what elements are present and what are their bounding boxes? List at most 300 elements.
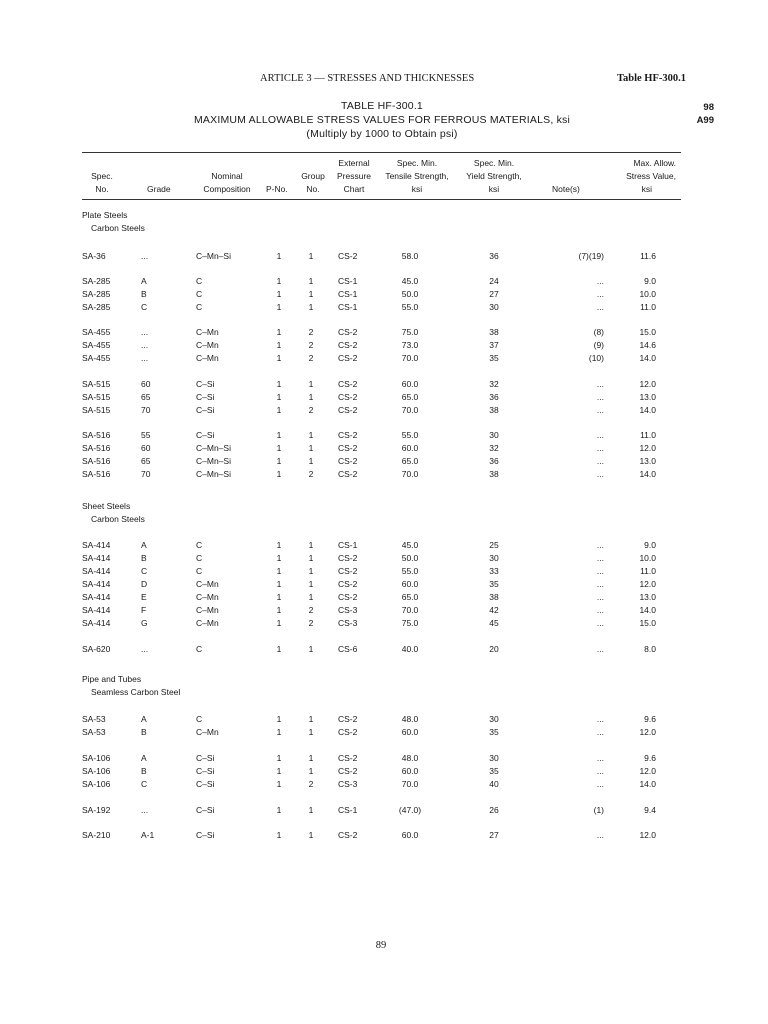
cell-yield-strength: 36 (489, 392, 499, 402)
cell-yield-strength: 27 (489, 830, 499, 840)
cell-p-no: 1 (276, 830, 282, 840)
table-row (0, 250, 768, 262)
cell-grade: D (141, 579, 148, 589)
col-header-external-pressure: External Pressure Chart (336, 158, 371, 194)
cell-spec-no: SA-516 (82, 456, 111, 466)
table-row (0, 591, 768, 603)
cell-yield-strength: 38 (489, 327, 499, 337)
cell-yield-strength: 45 (489, 618, 499, 628)
cell-grade: ... (141, 805, 149, 815)
cell-p-no: 1 (276, 605, 282, 615)
cell-group-no: 1 (308, 766, 314, 776)
cell-max-allow-stress: 11.6 (640, 251, 656, 261)
cell-group-no: 1 (308, 566, 314, 576)
cell-tensile-strength: 40.0 (401, 644, 419, 654)
cell-group-no: 1 (308, 302, 314, 312)
cell-tensile-strength: 70.0 (401, 353, 419, 363)
cell-yield-strength: 30 (489, 753, 499, 763)
table-title: TABLE HF-300.1 (341, 100, 423, 112)
cell-external-pressure-chart: CS-2 (338, 766, 358, 776)
cell-composition: C–Mn–Si (196, 251, 231, 261)
cell-max-allow-stress: 10.0 (639, 553, 656, 563)
cell-notes: ... (596, 289, 604, 299)
cell-composition: C–Si (196, 379, 215, 389)
cell-yield-strength: 42 (489, 605, 499, 615)
cell-group-no: 1 (308, 392, 314, 402)
cell-composition: C (196, 276, 203, 286)
cell-grade: ... (141, 340, 149, 350)
table-row (0, 275, 768, 287)
cell-yield-strength: 26 (489, 805, 499, 815)
cell-max-allow-stress: 14.0 (639, 469, 656, 479)
section-pipe-and-tubes: Pipe and Tubes Seamless Carbon Steel (82, 674, 181, 697)
running-header-article: ARTICLE 3 — STRESSES AND THICKNESSES (260, 73, 475, 84)
table-row (0, 765, 768, 777)
cell-max-allow-stress: 12.0 (639, 727, 656, 737)
col-header-composition: Nominal Composition (203, 171, 251, 194)
table-row (0, 442, 768, 454)
cell-composition: C (196, 566, 203, 576)
cell-notes: ... (596, 592, 604, 602)
cell-p-no: 1 (276, 340, 282, 350)
cell-spec-no: SA-516 (82, 443, 111, 453)
cell-external-pressure-chart: CS-2 (338, 340, 358, 350)
cell-notes: (8) (593, 327, 604, 337)
cell-group-no: 1 (308, 579, 314, 589)
cell-group-no: 1 (308, 379, 314, 389)
cell-grade: 60 (141, 443, 151, 453)
cell-external-pressure-chart: CS-2 (338, 392, 358, 402)
cell-group-no: 1 (308, 805, 314, 815)
cell-group-no: 1 (308, 553, 314, 563)
col-header-group: Group No. (301, 171, 325, 194)
cell-tensile-strength: 60.0 (401, 443, 419, 453)
cell-composition: C (196, 714, 203, 724)
cell-spec-no: SA-515 (82, 379, 111, 389)
running-header-table-ref: Table HF-300.1 (616, 73, 686, 84)
cell-external-pressure-chart: CS-2 (338, 327, 358, 337)
cell-tensile-strength: 48.0 (401, 714, 419, 724)
cell-p-no: 1 (276, 469, 282, 479)
cell-yield-strength: 27 (489, 289, 499, 299)
cell-max-allow-stress: 13.0 (639, 456, 656, 466)
cell-tensile-strength: 58.0 (401, 251, 419, 261)
cell-tensile-strength: 75.0 (401, 618, 419, 628)
cell-tensile-strength: 75.0 (401, 327, 419, 337)
cell-tensile-strength: 70.0 (401, 405, 419, 415)
section-sheet-steels: Sheet Steels Carbon Steels (82, 501, 145, 524)
cell-group-no: 1 (308, 830, 314, 840)
cell-notes: ... (596, 540, 604, 550)
cell-notes: ... (596, 566, 604, 576)
cell-grade: A (141, 753, 147, 763)
cell-p-no: 1 (276, 405, 282, 415)
table-header-rule (82, 199, 681, 200)
col-header-grade: Grade (147, 184, 171, 194)
table-row (0, 565, 768, 577)
cell-group-no: 1 (308, 540, 314, 550)
cell-composition: C–Mn (196, 618, 219, 628)
cell-group-no: 2 (308, 605, 314, 615)
cell-external-pressure-chart: CS-1 (338, 302, 358, 312)
table-subtitle: MAXIMUM ALLOWABLE STRESS VALUES FOR FERROUS MATERIALS, ksi (193, 114, 571, 126)
cell-group-no: 1 (308, 443, 314, 453)
cell-p-no: 1 (276, 592, 282, 602)
cell-notes: (10) (588, 353, 604, 363)
cell-yield-strength: 30 (489, 430, 499, 440)
cell-grade: E (141, 592, 147, 602)
cell-yield-strength: 36 (489, 456, 499, 466)
cell-composition: C–Si (196, 779, 215, 789)
cell-p-no: 1 (276, 327, 282, 337)
cell-external-pressure-chart: CS-1 (338, 289, 358, 299)
table-row (0, 404, 768, 416)
table-row (0, 752, 768, 764)
cell-spec-no: SA-414 (82, 566, 111, 576)
cell-group-no: 1 (308, 727, 314, 737)
cell-tensile-strength: 65.0 (401, 456, 419, 466)
cell-grade: C (141, 566, 148, 576)
cell-grade: C (141, 302, 148, 312)
cell-spec-no: SA-414 (82, 553, 111, 563)
cell-external-pressure-chart: CS-1 (338, 276, 358, 286)
cell-spec-no: SA-106 (82, 766, 111, 776)
table-row (0, 429, 768, 441)
cell-grade: B (141, 766, 147, 776)
cell-yield-strength: 38 (489, 592, 499, 602)
table-row (0, 713, 768, 725)
cell-notes: ... (596, 779, 604, 789)
cell-p-no: 1 (276, 644, 282, 654)
cell-notes: (9) (593, 340, 604, 350)
cell-spec-no: SA-414 (82, 540, 111, 550)
cell-spec-no: SA-515 (82, 405, 111, 415)
cell-grade: G (141, 618, 148, 628)
cell-p-no: 1 (276, 443, 282, 453)
cell-tensile-strength: 73.0 (401, 340, 419, 350)
cell-group-no: 2 (308, 353, 314, 363)
cell-notes: ... (596, 605, 604, 615)
cell-p-no: 1 (276, 251, 282, 261)
cell-group-no: 2 (308, 779, 314, 789)
cell-composition: C–Mn (196, 327, 219, 337)
cell-yield-strength: 40 (489, 779, 499, 789)
cell-spec-no: SA-515 (82, 392, 111, 402)
cell-notes: ... (596, 553, 604, 563)
cell-composition: C–Mn (196, 340, 219, 350)
cell-composition: C–Mn (196, 579, 219, 589)
cell-notes: ... (596, 644, 604, 654)
table-row (0, 617, 768, 629)
cell-composition: C–Mn–Si (196, 469, 231, 479)
table-row (0, 455, 768, 467)
cell-spec-no: SA-414 (82, 618, 111, 628)
cell-p-no: 1 (276, 618, 282, 628)
cell-max-allow-stress: 12.0 (639, 766, 656, 776)
cell-composition: C–Mn (196, 605, 219, 615)
margin-note-addenda: A99 (696, 115, 714, 126)
cell-group-no: 1 (308, 456, 314, 466)
cell-tensile-strength: 60.0 (401, 727, 419, 737)
cell-tensile-strength: 70.0 (401, 605, 419, 615)
cell-max-allow-stress: 14.6 (639, 340, 656, 350)
cell-composition: C–Mn (196, 727, 219, 737)
cell-grade: 60 (141, 379, 151, 389)
table-row (0, 378, 768, 390)
cell-spec-no: SA-53 (82, 714, 106, 724)
cell-notes: ... (596, 714, 604, 724)
page-number: 89 (375, 940, 387, 951)
cell-notes: ... (596, 618, 604, 628)
cell-notes: ... (596, 766, 604, 776)
col-header-spec: Spec. No. (91, 171, 113, 194)
cell-max-allow-stress: 9.6 (644, 714, 656, 724)
cell-grade: B (141, 553, 147, 563)
cell-external-pressure-chart: CS-2 (338, 251, 358, 261)
cell-external-pressure-chart: CS-2 (338, 753, 358, 763)
cell-grade: 65 (141, 456, 151, 466)
table-row (0, 326, 768, 338)
cell-group-no: 2 (308, 618, 314, 628)
table-row (0, 352, 768, 364)
cell-p-no: 1 (276, 353, 282, 363)
cell-external-pressure-chart: CS-3 (338, 779, 358, 789)
cell-tensile-strength: 55.0 (401, 430, 419, 440)
cell-tensile-strength: 45.0 (401, 540, 419, 550)
cell-spec-no: SA-106 (82, 779, 111, 789)
cell-notes: ... (596, 379, 604, 389)
cell-yield-strength: 38 (489, 405, 499, 415)
cell-spec-no: SA-36 (82, 251, 106, 261)
table-row (0, 829, 768, 841)
cell-spec-no: SA-455 (82, 353, 111, 363)
cell-grade: ... (141, 251, 149, 261)
cell-max-allow-stress: 9.4 (644, 805, 656, 815)
cell-notes: ... (596, 302, 604, 312)
cell-external-pressure-chart: CS-2 (338, 379, 358, 389)
cell-yield-strength: 35 (489, 579, 499, 589)
cell-composition: C–Si (196, 430, 215, 440)
cell-tensile-strength: 60.0 (401, 579, 419, 589)
cell-grade: 55 (141, 430, 151, 440)
cell-max-allow-stress: 9.0 (644, 276, 656, 286)
cell-spec-no: SA-455 (82, 340, 111, 350)
cell-p-no: 1 (276, 579, 282, 589)
cell-spec-no: SA-192 (82, 805, 111, 815)
cell-grade: ... (141, 644, 149, 654)
cell-external-pressure-chart: CS-2 (338, 405, 358, 415)
cell-max-allow-stress: 12.0 (639, 579, 656, 589)
cell-grade: 70 (141, 469, 151, 479)
cell-spec-no: SA-620 (82, 644, 111, 654)
cell-grade: B (141, 727, 147, 737)
cell-composition: C–Si (196, 405, 215, 415)
cell-p-no: 1 (276, 753, 282, 763)
cell-group-no: 2 (308, 340, 314, 350)
cell-tensile-strength: 55.0 (401, 302, 419, 312)
cell-p-no: 1 (276, 392, 282, 402)
cell-external-pressure-chart: CS-2 (338, 830, 358, 840)
cell-group-no: 1 (308, 644, 314, 654)
cell-tensile-strength: 50.0 (401, 553, 419, 563)
cell-spec-no: SA-210 (82, 830, 111, 840)
section-plate-steels: Plate Steels Carbon Steels (82, 210, 145, 233)
cell-composition: C–Si (196, 766, 215, 776)
cell-group-no: 1 (308, 753, 314, 763)
cell-grade: ... (141, 327, 149, 337)
cell-notes: ... (596, 753, 604, 763)
cell-max-allow-stress: 14.0 (639, 405, 656, 415)
cell-external-pressure-chart: CS-1 (338, 805, 358, 815)
cell-composition: C (196, 644, 203, 654)
cell-max-allow-stress: 10.0 (639, 289, 656, 299)
cell-spec-no: SA-414 (82, 592, 111, 602)
cell-yield-strength: 30 (489, 302, 499, 312)
cell-notes: ... (596, 456, 604, 466)
cell-grade: F (141, 605, 147, 615)
cell-p-no: 1 (276, 379, 282, 389)
cell-yield-strength: 20 (489, 644, 499, 654)
cell-group-no: 1 (308, 592, 314, 602)
cell-notes: ... (596, 727, 604, 737)
cell-group-no: 1 (308, 289, 314, 299)
cell-grade: A (141, 714, 147, 724)
cell-grade: 65 (141, 392, 151, 402)
cell-grade: A (141, 276, 147, 286)
cell-grade: B (141, 289, 147, 299)
cell-group-no: 1 (308, 251, 314, 261)
cell-yield-strength: 36 (489, 251, 499, 261)
cell-max-allow-stress: 11.0 (640, 302, 656, 312)
cell-yield-strength: 35 (489, 353, 499, 363)
cell-tensile-strength: 60.0 (401, 379, 419, 389)
cell-external-pressure-chart: CS-2 (338, 553, 358, 563)
cell-p-no: 1 (276, 727, 282, 737)
cell-spec-no: SA-455 (82, 327, 111, 337)
cell-yield-strength: 30 (489, 553, 499, 563)
table-top-rule (82, 152, 681, 153)
cell-composition: C–Si (196, 830, 215, 840)
cell-tensile-strength: 70.0 (401, 779, 419, 789)
table-row (0, 643, 768, 655)
cell-tensile-strength: 55.0 (401, 566, 419, 576)
cell-tensile-strength: 45.0 (401, 276, 419, 286)
cell-notes: (7)(19) (578, 251, 604, 261)
cell-yield-strength: 24 (489, 276, 499, 286)
cell-spec-no: SA-53 (82, 727, 106, 737)
cell-group-no: 2 (308, 327, 314, 337)
col-header-max-allow: Max. Allow. Stress Value, ksi (626, 158, 676, 194)
cell-spec-no: SA-516 (82, 430, 111, 440)
col-header-notes: Note(s) (552, 184, 580, 194)
cell-p-no: 1 (276, 540, 282, 550)
cell-p-no: 1 (276, 714, 282, 724)
cell-max-allow-stress: 8.0 (644, 644, 656, 654)
table-row (0, 604, 768, 616)
table-row (0, 778, 768, 790)
cell-grade: A-1 (141, 830, 155, 840)
cell-notes: ... (596, 443, 604, 453)
cell-p-no: 1 (276, 566, 282, 576)
cell-yield-strength: 30 (489, 714, 499, 724)
cell-p-no: 1 (276, 430, 282, 440)
cell-tensile-strength: 65.0 (401, 592, 419, 602)
cell-spec-no: SA-414 (82, 579, 111, 589)
cell-max-allow-stress: 15.0 (639, 618, 656, 628)
cell-yield-strength: 38 (489, 469, 499, 479)
cell-tensile-strength: (47.0) (398, 805, 422, 815)
cell-max-allow-stress: 12.0 (639, 830, 656, 840)
cell-p-no: 1 (276, 276, 282, 286)
cell-external-pressure-chart: CS-2 (338, 353, 358, 363)
cell-spec-no: SA-106 (82, 753, 111, 763)
cell-external-pressure-chart: CS-6 (338, 644, 358, 654)
col-header-tensile: Spec. Min. Tensile Strength, ksi (385, 158, 449, 194)
cell-external-pressure-chart: CS-2 (338, 456, 358, 466)
cell-group-no: 2 (308, 469, 314, 479)
cell-p-no: 1 (276, 289, 282, 299)
cell-composition: C–Si (196, 392, 215, 402)
cell-notes: ... (596, 469, 604, 479)
cell-external-pressure-chart: CS-2 (338, 469, 358, 479)
cell-grade: A (141, 540, 147, 550)
table-row (0, 552, 768, 564)
cell-yield-strength: 33 (489, 566, 499, 576)
col-header-pno: P-No. (266, 184, 288, 194)
cell-composition: C–Si (196, 805, 215, 815)
cell-notes: ... (596, 392, 604, 402)
table-row (0, 391, 768, 403)
cell-p-no: 1 (276, 766, 282, 776)
cell-external-pressure-chart: CS-1 (338, 540, 358, 550)
cell-notes: ... (596, 405, 604, 415)
cell-p-no: 1 (276, 553, 282, 563)
cell-tensile-strength: 65.0 (401, 392, 419, 402)
cell-external-pressure-chart: CS-2 (338, 430, 358, 440)
cell-composition: C (196, 540, 203, 550)
cell-notes: ... (596, 579, 604, 589)
cell-p-no: 1 (276, 456, 282, 466)
cell-composition: C–Mn–Si (196, 443, 231, 453)
cell-spec-no: SA-516 (82, 469, 111, 479)
table-row (0, 288, 768, 300)
cell-yield-strength: 37 (489, 340, 499, 350)
cell-yield-strength: 32 (489, 379, 499, 389)
cell-composition: C–Si (196, 753, 215, 763)
cell-grade: 70 (141, 405, 151, 415)
cell-yield-strength: 32 (489, 443, 499, 453)
cell-external-pressure-chart: CS-2 (338, 727, 358, 737)
cell-tensile-strength: 60.0 (401, 830, 419, 840)
cell-max-allow-stress: 11.0 (640, 566, 656, 576)
col-header-yield: Spec. Min. Yield Strength, ksi (466, 158, 522, 194)
cell-group-no: 1 (308, 276, 314, 286)
cell-max-allow-stress: 12.0 (639, 379, 656, 389)
cell-yield-strength: 35 (489, 766, 499, 776)
cell-p-no: 1 (276, 779, 282, 789)
table-row (0, 339, 768, 351)
cell-p-no: 1 (276, 302, 282, 312)
cell-spec-no: SA-285 (82, 302, 111, 312)
cell-external-pressure-chart: CS-2 (338, 566, 358, 576)
cell-max-allow-stress: 12.0 (639, 443, 656, 453)
cell-grade: C (141, 779, 148, 789)
cell-max-allow-stress: 15.0 (639, 327, 656, 337)
cell-tensile-strength: 48.0 (401, 753, 419, 763)
cell-max-allow-stress: 9.6 (644, 753, 656, 763)
table-row (0, 578, 768, 590)
cell-max-allow-stress: 14.0 (639, 605, 656, 615)
